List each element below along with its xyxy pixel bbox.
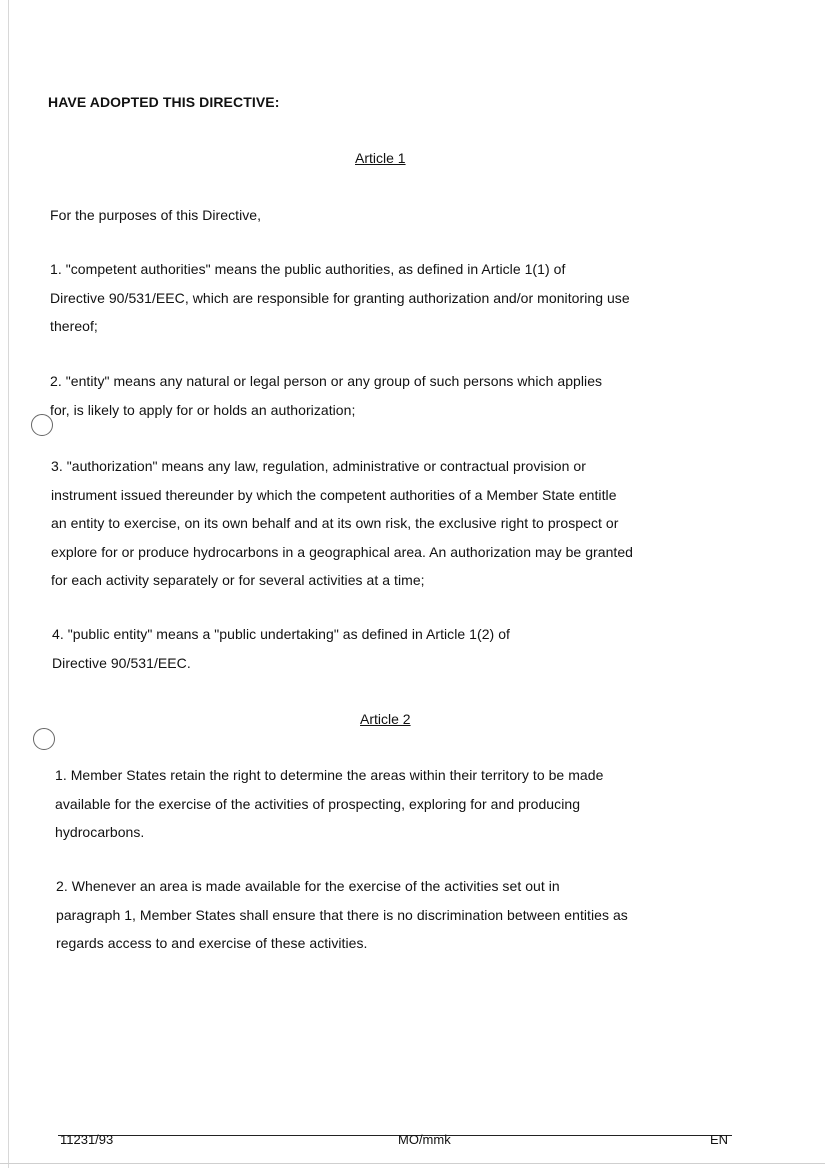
text-line: 1. "competent authorities" means the public authorities, as defined in Article 1(1) of (50, 261, 566, 277)
footer-language: EN (710, 1132, 729, 1147)
directive-heading: HAVE ADOPTED THIS DIRECTIVE: (48, 94, 280, 110)
text-line: regards access to and exercise of these activities. (56, 935, 368, 951)
footer-rule (58, 1135, 732, 1136)
footer-reference: 11231/93 (60, 1132, 114, 1147)
text-line: explore for or produce hydrocarbons in a geographical area. An authorization may be granted (51, 543, 634, 560)
punch-hole-mark (33, 728, 55, 750)
article-2-item-1 (55, 761, 603, 847)
text-line: 2. Whenever an area is made available for the exercise of the activities set out in (56, 878, 560, 894)
article-1-title: Article 1 (355, 150, 406, 166)
text-line: hydrocarbons. (55, 824, 145, 840)
text-line: instrument issued thereunder by which the competent authorities of a Member State entitle (51, 486, 617, 503)
text-line: 2. "entity" means any natural or legal person or any group of such persons which applies (50, 373, 603, 389)
text-line: 3. "authorization" means any law, regulation, administrative or contractual provision or (51, 458, 586, 474)
article-2-item-2 (56, 872, 628, 958)
text-line: For the purposes of this Directive, (50, 207, 262, 223)
text-line: available for the exercise of the activities of prospecting, exploring for and producing (55, 795, 581, 812)
text-line: thereof; (50, 318, 98, 334)
article-1-item-3 (51, 452, 633, 595)
article-2-title: Article 2 (360, 711, 411, 727)
footer-initials: MO/mmk (398, 1132, 451, 1147)
article-1-intro (50, 201, 261, 230)
text-line: Directive 90/531/EEC. (52, 654, 191, 671)
text-line: paragraph 1, Member States shall ensure that there is no discrimination between entities as (56, 906, 628, 923)
text-line: 4. "public entity" means a "public undertaking" as defined in Article 1(2) of (52, 626, 510, 642)
article-1-item-1 (50, 255, 630, 341)
text-line: Directive 90/531/EEC, which are responsible for granting authorization and/or monitoring use (50, 289, 630, 306)
text-line: for each activity separately or for several activities at a time; (51, 572, 425, 588)
article-1-item-2 (50, 367, 602, 424)
text-line: for, is likely to apply for or holds an authorization; (50, 401, 356, 418)
scan-bottom-edge (0, 1163, 825, 1164)
article-1-item-4 (52, 620, 510, 677)
text-line: 1. Member States retain the right to determine the areas within their territory to be made (55, 767, 604, 783)
text-line: an entity to exercise, on its own behalf and at its own risk, the exclusive right to prospect or (51, 515, 619, 531)
scan-left-edge (8, 0, 9, 1168)
